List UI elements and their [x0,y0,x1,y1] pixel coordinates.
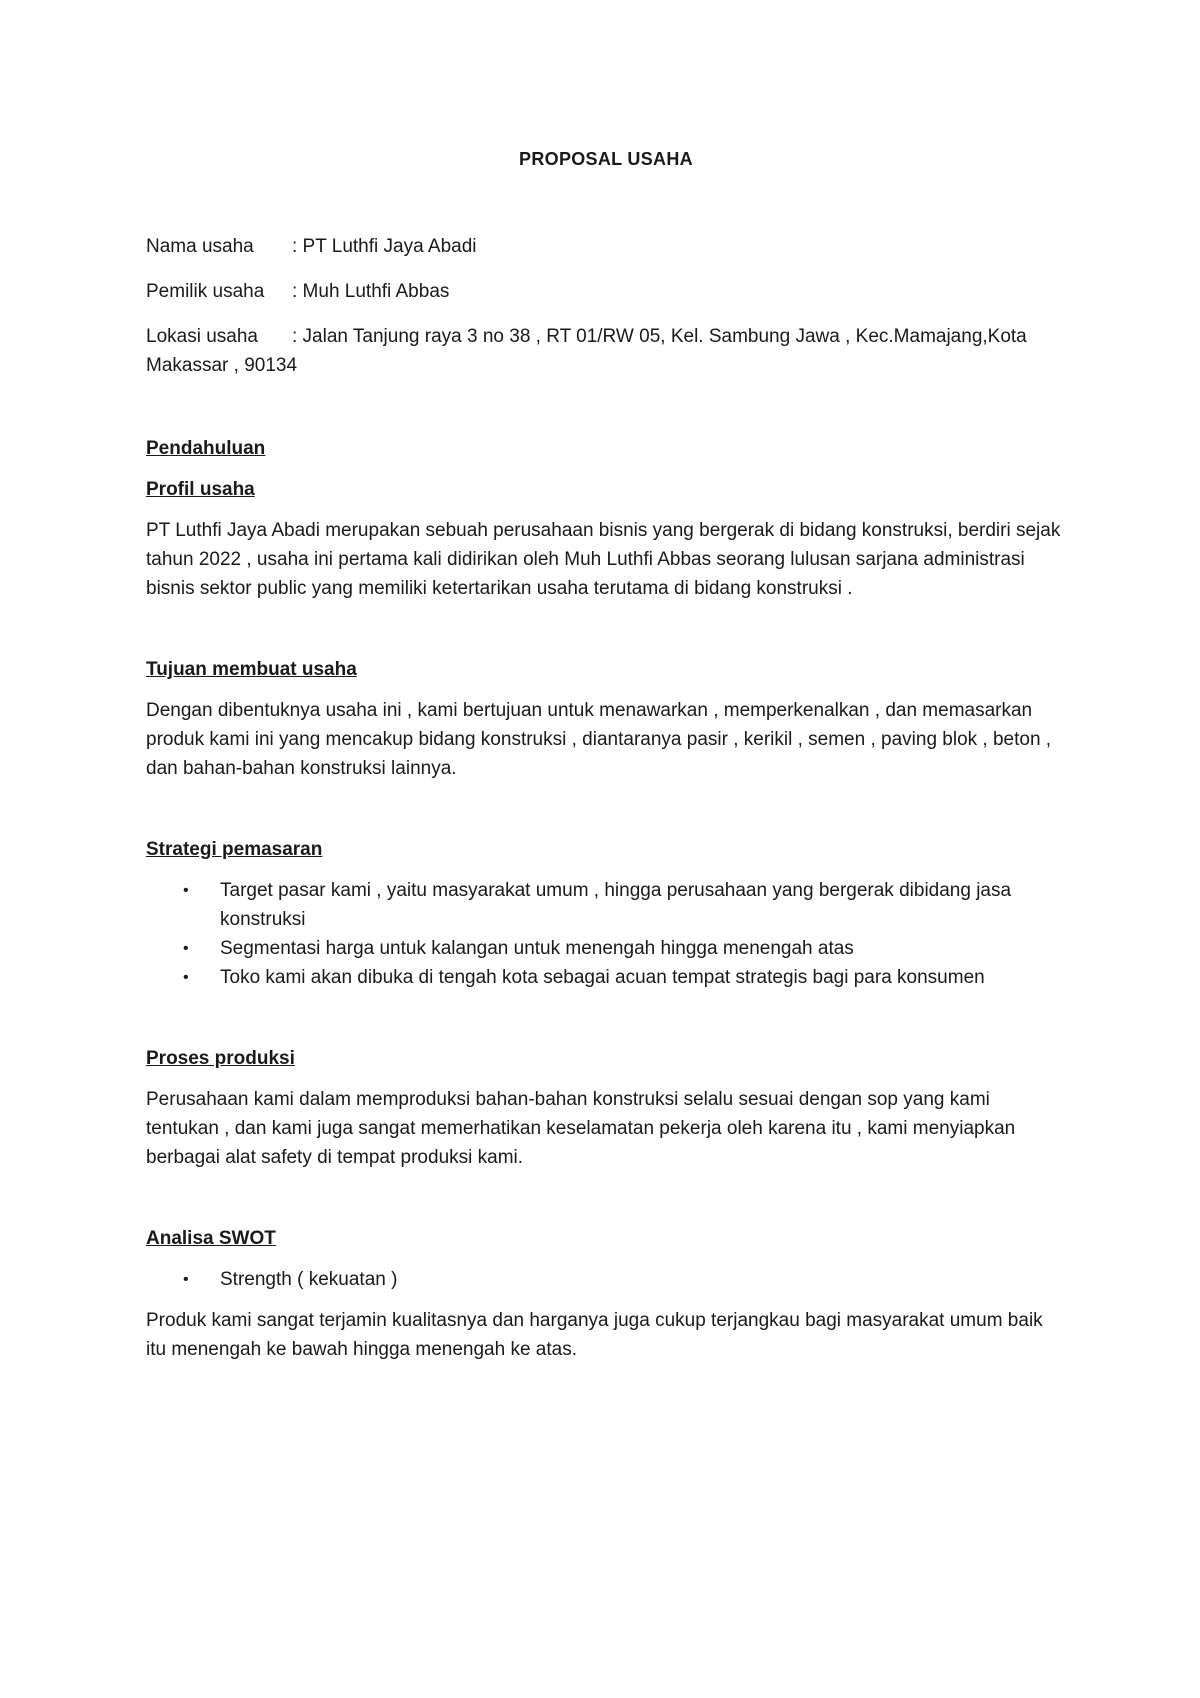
info-row-pemilik [146,277,1066,306]
bullet-icon: • [183,969,189,986]
profil-usaha-text: PT Luthfi Jaya Abadi merupakan sebuah perusahaan bisnis yang bergerak di bidang konstruksi, berdiri sejak tahun 2022 , usaha ini pertama kali didirikan oleh Muh Luthfi Abbas seorang lulusan sarjana administrasi bisnis sektor public yang memiliki ketertarikan usaha terutama di bidang konstruksi . [146,520,1061,599]
bullet-icon: • [183,882,189,899]
swot-list [146,1265,1066,1294]
list-item-text: Toko kami akan dibuka di tengah kota sebagai acuan tempat strategis bagi para konsumen [220,967,985,988]
lokasi-usaha-value: : Jalan Tanjung raya 3 no 38 , RT 01/RW 05, Kel. Sambung Jawa , Kec.Mamajang,Kota Makassar , 90134 [146,326,1027,376]
bullet-icon: • [183,1271,189,1288]
list-item-text: Target pasar kami , yaitu masyarakat umum , hingga perusahaan yang bergerak dibidang jasa konstruksi [220,880,1012,930]
heading-pendahuluan: Pendahuluan [146,438,266,459]
heading-strategi: Strategi pemasaran [146,839,323,860]
spacer [146,992,1066,1044]
heading-proses-produksi: Proses produksi [146,1048,295,1069]
spacer [146,380,1066,434]
info-row-lokasi [146,322,1066,380]
heading-tujuan: Tujuan membuat usaha [146,659,357,680]
tujuan-text: Dengan dibentuknya usaha ini , kami bertujuan untuk menawarkan , memperkenalkan , dan memasarkan produk kami ini yang mencakup bidang konstruksi , diantaranya pasir , kerikil , semen , paving blok , beton , dan bahan-bahan konstruksi lainnya. [146,700,1052,779]
list-item [183,876,1066,934]
lokasi-usaha-label: Lokasi usaha [146,326,258,347]
heading-profil-usaha: Profil usaha [146,479,255,500]
spacer [146,783,1066,835]
list-item [183,934,1066,963]
heading-analisa-swot: Analisa SWOT [146,1228,276,1249]
pemilik-usaha-label: Pemilik usaha [146,281,265,302]
nama-usaha-value: : PT Luthfi Jaya Abadi [292,236,477,257]
list-item [183,963,1066,992]
pemilik-usaha-value: : Muh Luthfi Abbas [292,281,450,302]
list-item [183,1265,1066,1294]
document-content [146,145,1066,1364]
spacer [146,1172,1066,1224]
list-item-text: Segmentasi harga untuk kalangan untuk menengah hingga menengah atas [220,938,854,959]
nama-usaha-label: Nama usaha [146,236,254,257]
spacer [146,1294,1066,1306]
spacer [146,603,1066,655]
list-item-text: Strength ( kekuatan ) [220,1269,398,1290]
proses-produksi-text: Perusahaan kami dalam memproduksi bahan-bahan konstruksi selalu sesuai dengan sop yang kami tentukan , dan kami juga sangat memerhatikan keselamatan pekerja oleh karena itu , kami menyiapkan berbagai alat safety di tempat produksi kami. [146,1089,1016,1168]
swot-strength-text: Produk kami sangat terjamin kualitasnya dan harganya juga cukup terjangkau bagi masyarakat umum baik itu menengah ke bawah hingga menengah ke atas. [146,1310,1043,1360]
bullet-icon: • [183,940,189,957]
page-title: PROPOSAL USAHA [519,149,693,169]
info-row-nama [146,232,1066,261]
strategi-list [146,876,1066,992]
